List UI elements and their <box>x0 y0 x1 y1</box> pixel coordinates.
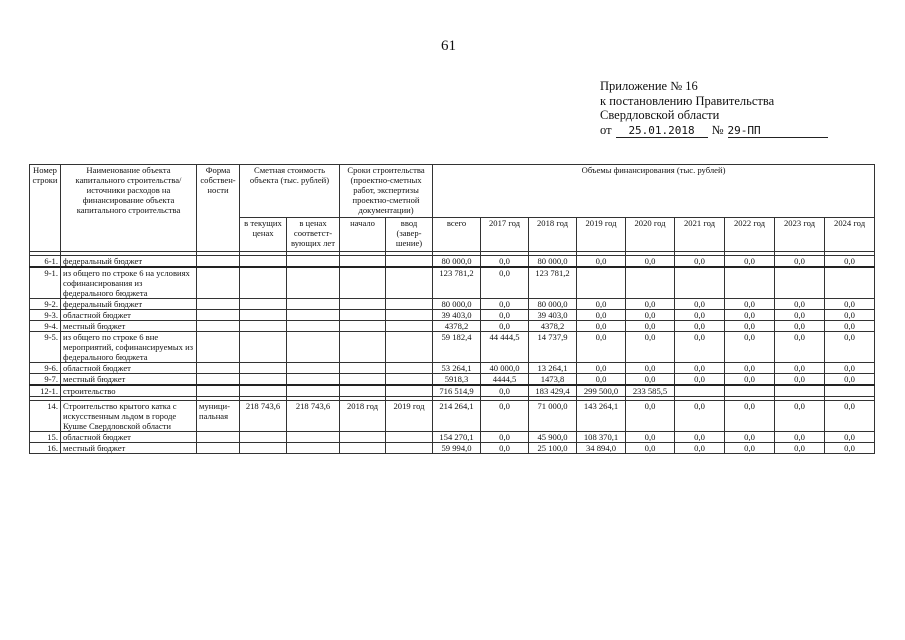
end-year-cell <box>386 443 433 454</box>
value-2019-cell: 0,0 <box>577 363 626 374</box>
value-2024-cell <box>825 267 875 299</box>
value-2021-cell: 0,0 <box>675 310 725 321</box>
header-total: всего <box>433 218 481 252</box>
total-cell: 154 270,1 <box>433 432 481 443</box>
ownership-cell <box>197 363 240 374</box>
number-label: № <box>711 122 724 137</box>
value-2024-cell: 0,0 <box>825 332 875 363</box>
cost-current-cell <box>240 310 287 321</box>
value-2019-cell: 143 264,1 <box>577 401 626 432</box>
table-row <box>30 256 875 268</box>
cost-current-cell <box>240 363 287 374</box>
value-2020-cell: 0,0 <box>626 374 675 386</box>
end-year-cell <box>386 385 433 397</box>
header-2020: 2020 год <box>626 218 675 252</box>
row-number-cell: 9-6. <box>30 363 61 374</box>
header-financing: Объемы финансирования (тыс. рублей) <box>433 165 875 218</box>
value-2018-cell: 14 737,9 <box>529 332 577 363</box>
value-2022-cell <box>725 267 775 299</box>
value-2018-cell: 71 000,0 <box>529 401 577 432</box>
header-2024: 2024 год <box>825 218 875 252</box>
start-year-cell <box>340 332 386 363</box>
value-2017-cell: 4444,5 <box>481 374 529 386</box>
ownership-cell: муници-пальная <box>197 401 240 432</box>
value-2020-cell: 0,0 <box>626 310 675 321</box>
value-2020-cell: 0,0 <box>626 321 675 332</box>
annex-decree-line: к постановлению Правительства <box>600 93 775 108</box>
end-year-cell <box>386 299 433 310</box>
cost-year-prices-cell <box>287 432 340 443</box>
ownership-cell <box>197 299 240 310</box>
object-name-cell: Строительство крытого катка с искусственным льдом в городе Кушве Свердловской области <box>61 401 197 432</box>
table-row <box>30 385 875 397</box>
cost-year-prices-cell <box>287 256 340 268</box>
end-year-cell <box>386 321 433 332</box>
value-2021-cell <box>675 385 725 397</box>
value-2024-cell <box>825 385 875 397</box>
value-2020-cell <box>626 267 675 299</box>
start-year-cell <box>340 432 386 443</box>
header-current-prices: в текущих ценах <box>240 218 287 252</box>
cost-year-prices-cell <box>287 385 340 397</box>
row-number-cell: 12-1. <box>30 385 61 397</box>
header-2022: 2022 год <box>725 218 775 252</box>
value-2017-cell: 0,0 <box>481 256 529 268</box>
value-2017-cell: 0,0 <box>481 321 529 332</box>
value-2019-cell: 108 370,1 <box>577 432 626 443</box>
cost-current-cell <box>240 443 287 454</box>
value-2023-cell: 0,0 <box>775 443 825 454</box>
table-row <box>30 401 875 432</box>
value-2022-cell: 0,0 <box>725 332 775 363</box>
value-2018-cell: 45 900,0 <box>529 432 577 443</box>
value-2017-cell: 0,0 <box>481 432 529 443</box>
header-row-number: Номер строки <box>30 165 61 252</box>
annex-date-line <box>600 123 828 138</box>
value-2021-cell <box>675 267 725 299</box>
row-number-cell: 14. <box>30 401 61 432</box>
value-2017-cell: 0,0 <box>481 299 529 310</box>
value-2021-cell: 0,0 <box>675 443 725 454</box>
value-2020-cell: 0,0 <box>626 432 675 443</box>
financing-table <box>29 164 875 454</box>
table-row <box>30 432 875 443</box>
value-2017-cell: 0,0 <box>481 385 529 397</box>
total-cell: 80 000,0 <box>433 299 481 310</box>
table-row <box>30 267 875 299</box>
ownership-cell <box>197 310 240 321</box>
ownership-cell <box>197 321 240 332</box>
value-2022-cell <box>725 385 775 397</box>
cost-year-prices-cell <box>287 363 340 374</box>
cost-current-cell <box>240 256 287 268</box>
value-2023-cell: 0,0 <box>775 299 825 310</box>
value-2020-cell: 0,0 <box>626 443 675 454</box>
start-year-cell <box>340 363 386 374</box>
start-year-cell <box>340 256 386 268</box>
header-2019: 2019 год <box>577 218 626 252</box>
table-body <box>30 256 875 454</box>
value-2018-cell: 4378,2 <box>529 321 577 332</box>
total-cell: 59 182,4 <box>433 332 481 363</box>
value-2024-cell: 0,0 <box>825 401 875 432</box>
row-number-cell: 9-1. <box>30 267 61 299</box>
start-year-cell <box>340 443 386 454</box>
value-2018-cell: 183 429,4 <box>529 385 577 397</box>
value-2019-cell: 0,0 <box>577 256 626 268</box>
table-row <box>30 299 875 310</box>
header-commissioning: ввод (завер-шение) <box>386 218 433 252</box>
cost-current-cell <box>240 385 287 397</box>
annex-title: Приложение № 16 <box>600 79 698 93</box>
ownership-cell <box>197 374 240 386</box>
value-2024-cell: 0,0 <box>825 321 875 332</box>
value-2023-cell: 0,0 <box>775 332 825 363</box>
cost-current-cell <box>240 267 287 299</box>
object-name-cell: областной бюджет <box>61 432 197 443</box>
value-2019-cell: 0,0 <box>577 332 626 363</box>
value-2020-cell: 233 585,5 <box>626 385 675 397</box>
object-name-cell: областной бюджет <box>61 310 197 321</box>
header-2021: 2021 год <box>675 218 725 252</box>
start-year-cell: 2018 год <box>340 401 386 432</box>
end-year-cell <box>386 256 433 268</box>
table-row <box>30 321 875 332</box>
end-year-cell <box>386 432 433 443</box>
value-2023-cell: 0,0 <box>775 432 825 443</box>
ownership-cell <box>197 256 240 268</box>
value-2021-cell: 0,0 <box>675 299 725 310</box>
object-name-cell: областной бюджет <box>61 363 197 374</box>
table-header <box>30 165 875 256</box>
cost-current-cell <box>240 321 287 332</box>
ownership-cell <box>197 432 240 443</box>
value-2023-cell: 0,0 <box>775 363 825 374</box>
value-2018-cell: 80 000,0 <box>529 256 577 268</box>
object-name-cell: федеральный бюджет <box>61 299 197 310</box>
cost-year-prices-cell <box>287 332 340 363</box>
value-2020-cell: 0,0 <box>626 256 675 268</box>
value-2017-cell: 0,0 <box>481 401 529 432</box>
row-number-cell: 9-7. <box>30 374 61 386</box>
end-year-cell <box>386 267 433 299</box>
object-name-cell: федеральный бюджет <box>61 256 197 268</box>
header-start: начало <box>340 218 386 252</box>
value-2020-cell: 0,0 <box>626 363 675 374</box>
value-2022-cell: 0,0 <box>725 443 775 454</box>
value-2022-cell: 0,0 <box>725 432 775 443</box>
table-row <box>30 310 875 321</box>
start-year-cell <box>340 374 386 386</box>
total-cell: 214 264,1 <box>433 401 481 432</box>
value-2021-cell: 0,0 <box>675 321 725 332</box>
value-2024-cell: 0,0 <box>825 299 875 310</box>
cost-year-prices-cell <box>287 374 340 386</box>
decree-number: 29-ПП <box>728 124 828 138</box>
cost-year-prices-cell: 218 743,6 <box>287 401 340 432</box>
value-2021-cell: 0,0 <box>675 374 725 386</box>
row-number-cell: 9-5. <box>30 332 61 363</box>
header-2023: 2023 год <box>775 218 825 252</box>
total-cell: 716 514,9 <box>433 385 481 397</box>
value-2022-cell: 0,0 <box>725 321 775 332</box>
value-2020-cell: 0,0 <box>626 401 675 432</box>
value-2018-cell: 39 403,0 <box>529 310 577 321</box>
total-cell: 59 994,0 <box>433 443 481 454</box>
value-2024-cell: 0,0 <box>825 374 875 386</box>
end-year-cell <box>386 374 433 386</box>
cost-current-cell <box>240 299 287 310</box>
start-year-cell <box>340 267 386 299</box>
table-row <box>30 363 875 374</box>
total-cell: 4378,2 <box>433 321 481 332</box>
value-2019-cell: 0,0 <box>577 374 626 386</box>
object-name-cell: местный бюджет <box>61 321 197 332</box>
start-year-cell <box>340 321 386 332</box>
value-2023-cell: 0,0 <box>775 310 825 321</box>
value-2023-cell: 0,0 <box>775 374 825 386</box>
value-2022-cell: 0,0 <box>725 374 775 386</box>
table-row <box>30 374 875 386</box>
value-2021-cell: 0,0 <box>675 432 725 443</box>
header-ownership: Форма собствен-ности <box>197 165 240 252</box>
value-2023-cell <box>775 385 825 397</box>
value-2023-cell: 0,0 <box>775 321 825 332</box>
value-2024-cell: 0,0 <box>825 363 875 374</box>
row-number-cell: 9-2. <box>30 299 61 310</box>
value-2019-cell <box>577 267 626 299</box>
page-number: 61 <box>441 38 456 54</box>
row-number-cell: 9-4. <box>30 321 61 332</box>
value-2017-cell: 40 000,0 <box>481 363 529 374</box>
value-2021-cell: 0,0 <box>675 256 725 268</box>
value-2021-cell: 0,0 <box>675 401 725 432</box>
cost-year-prices-cell <box>287 299 340 310</box>
value-2020-cell: 0,0 <box>626 299 675 310</box>
row-number-cell: 16. <box>30 443 61 454</box>
row-number-cell: 9-3. <box>30 310 61 321</box>
end-year-cell <box>386 363 433 374</box>
value-2024-cell: 0,0 <box>825 256 875 268</box>
cost-year-prices-cell <box>287 310 340 321</box>
ownership-cell <box>197 332 240 363</box>
start-year-cell <box>340 310 386 321</box>
total-cell: 5918,3 <box>433 374 481 386</box>
value-2024-cell: 0,0 <box>825 310 875 321</box>
value-2019-cell: 34 894,0 <box>577 443 626 454</box>
value-2023-cell: 0,0 <box>775 256 825 268</box>
value-2017-cell: 0,0 <box>481 443 529 454</box>
value-2017-cell: 0,0 <box>481 310 529 321</box>
cost-current-cell <box>240 374 287 386</box>
object-name-cell: местный бюджет <box>61 443 197 454</box>
start-year-cell <box>340 299 386 310</box>
header-2017: 2017 год <box>481 218 529 252</box>
row-number-cell: 15. <box>30 432 61 443</box>
table-row <box>30 332 875 363</box>
annex-region-line: Свердловской области <box>600 108 720 122</box>
value-2022-cell: 0,0 <box>725 363 775 374</box>
object-name-cell: местный бюджет <box>61 374 197 386</box>
value-2017-cell: 44 444,5 <box>481 332 529 363</box>
value-2019-cell: 299 500,0 <box>577 385 626 397</box>
value-2023-cell <box>775 267 825 299</box>
value-2019-cell: 0,0 <box>577 310 626 321</box>
object-name-cell: строительство <box>61 385 197 397</box>
cost-year-prices-cell <box>287 443 340 454</box>
object-name-cell: из общего по строке 6 на условиях софинансирования из федерального бюджета <box>61 267 197 299</box>
header-2018: 2018 год <box>529 218 577 252</box>
value-2024-cell: 0,0 <box>825 443 875 454</box>
ownership-cell <box>197 385 240 397</box>
decree-date: 25.01.2018 <box>616 124 708 138</box>
value-2021-cell: 0,0 <box>675 363 725 374</box>
header-estimated-cost: Сметная стоимость объекта (тыс. рублей) <box>240 165 340 218</box>
start-year-cell <box>340 385 386 397</box>
value-2019-cell: 0,0 <box>577 299 626 310</box>
annex-header <box>600 79 828 138</box>
ownership-cell <box>197 443 240 454</box>
value-2021-cell: 0,0 <box>675 332 725 363</box>
value-2018-cell: 123 781,2 <box>529 267 577 299</box>
end-year-cell <box>386 332 433 363</box>
ownership-cell <box>197 267 240 299</box>
date-from-label: от <box>600 122 612 137</box>
table-row <box>30 443 875 454</box>
value-2023-cell: 0,0 <box>775 401 825 432</box>
total-cell: 53 264,1 <box>433 363 481 374</box>
header-object-name: Наименование объекта капитального строительства/ источники расходов на финансирование объекта капитального строительства <box>61 165 197 252</box>
value-2018-cell: 1473,8 <box>529 374 577 386</box>
value-2022-cell: 0,0 <box>725 401 775 432</box>
cost-year-prices-cell <box>287 267 340 299</box>
cost-current-cell <box>240 432 287 443</box>
value-2022-cell: 0,0 <box>725 256 775 268</box>
value-2017-cell: 0,0 <box>481 267 529 299</box>
total-cell: 123 781,2 <box>433 267 481 299</box>
end-year-cell: 2019 год <box>386 401 433 432</box>
header-year-prices: в ценах соответст-вующих лет <box>287 218 340 252</box>
header-deadlines: Сроки строительства (проектно-сметных работ, экспертизы проектно-сметной документации) <box>340 165 433 218</box>
row-number-cell: 6-1. <box>30 256 61 268</box>
value-2018-cell: 25 100,0 <box>529 443 577 454</box>
value-2018-cell: 80 000,0 <box>529 299 577 310</box>
total-cell: 80 000,0 <box>433 256 481 268</box>
cost-current-cell: 218 743,6 <box>240 401 287 432</box>
cost-year-prices-cell <box>287 321 340 332</box>
object-name-cell: из общего по строке 6 вне мероприятий, софинансируемых из федерального бюджета <box>61 332 197 363</box>
value-2018-cell: 13 264,1 <box>529 363 577 374</box>
total-cell: 39 403,0 <box>433 310 481 321</box>
value-2022-cell: 0,0 <box>725 310 775 321</box>
end-year-cell <box>386 310 433 321</box>
value-2022-cell: 0,0 <box>725 299 775 310</box>
cost-current-cell <box>240 332 287 363</box>
value-2020-cell: 0,0 <box>626 332 675 363</box>
value-2019-cell: 0,0 <box>577 321 626 332</box>
value-2024-cell: 0,0 <box>825 432 875 443</box>
